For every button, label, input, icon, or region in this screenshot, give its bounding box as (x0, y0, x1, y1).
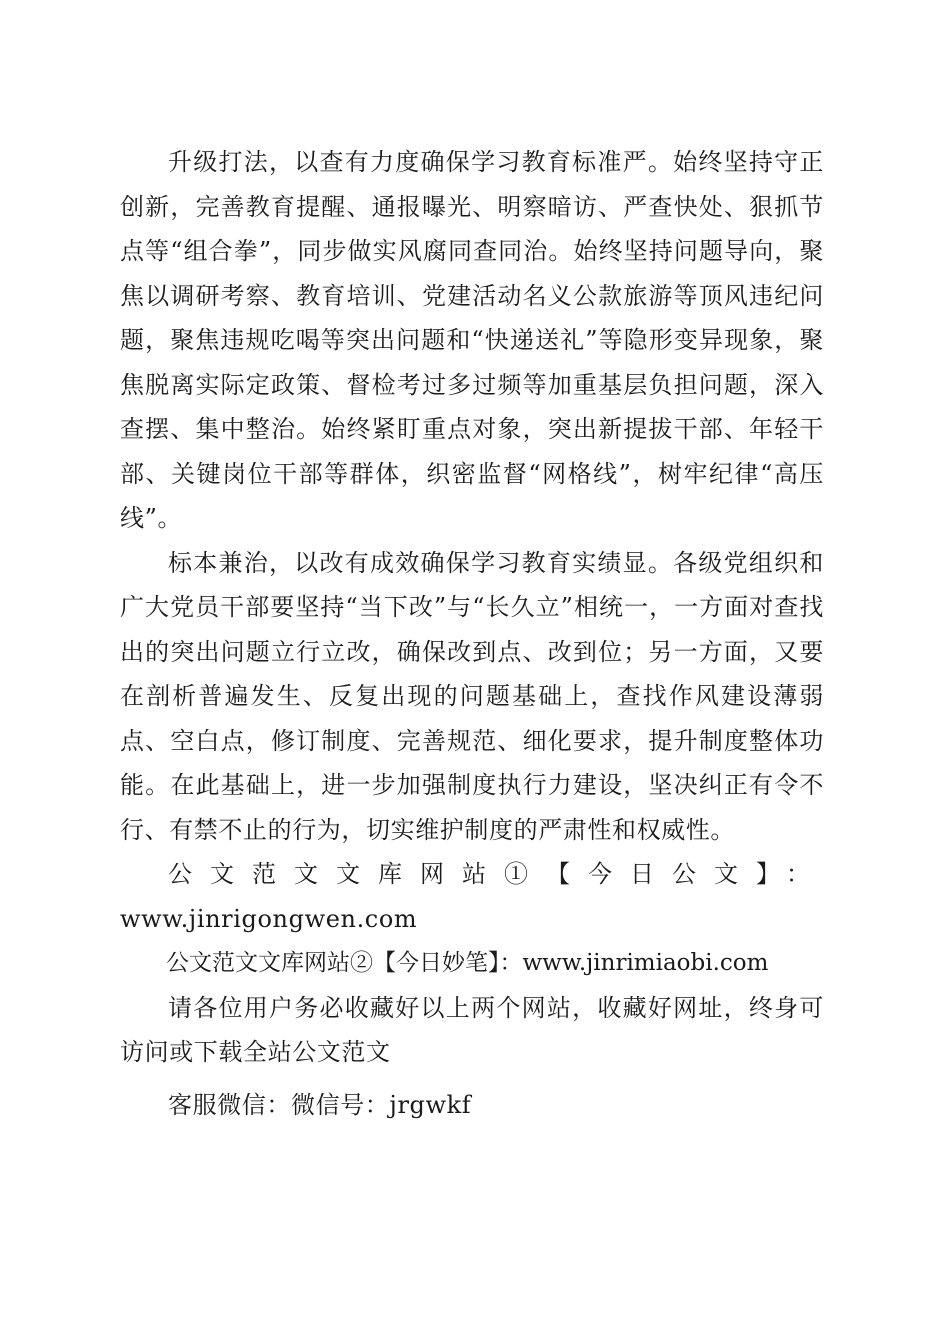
site1-label: 公文范文文库网站①【今日公文】： (168, 860, 824, 888)
customer-service: 客服微信：微信号：jrgwkf (168, 1090, 472, 1119)
bookmark-notice: 请各位用户务必收藏好以上两个网站，收藏好网址，终身可访问或下载全站公文范文 (120, 993, 824, 1066)
body-paragraph-2: 标本兼治，以改有成效确保学习教育实绩显。各级党组织和广大党员干部要坚持“当下改”与“长久立”相统一，一方面对查找出的突出问题立行立改，确保改到点、改到位；另一方面，又要在剖析普遍发生、反复出现的问题基础上，查找作风建设薄弱点、空白点，修订制度、完善规范、细化要求，提升制度整体功能。在此基础上，进一步加强制度执行力建设，坚决纠正有令不行、有禁不止的行为，切实维护制度的严肃性和权威性。 (120, 548, 824, 844)
body-paragraph-1: 升级打法，以查有力度确保学习教育标准严。始终坚持守正创新，完善教育提醒、通报曝光、明察暗访、严查快处、狠抓节点等“组合拳”，同步做实风腐同查同治。始终坚持问题导向，聚焦以调研考察、教育培训、党建活动名义公款旅游等顶风违纪问题，聚焦违规吃喝等突出问题和“快递送礼”等隐形变异现象，聚焦脱离实际定政策、督检考过多过频等加重基层负担问题，深入查摆、集中整治。始终紧盯重点对象，突出新提拔干部、年轻干部、关键岗位干部等群体，织密监督“网格线”，树牢纪律“高压线”。 (120, 148, 824, 532)
site1-url[interactable]: www.jinrigongwen.com (120, 904, 418, 933)
document-page (120, 140, 824, 1127)
site2-line[interactable]: 公文范文文库网站②【今日妙笔】：www.jinrimiaobi.com (166, 950, 769, 976)
